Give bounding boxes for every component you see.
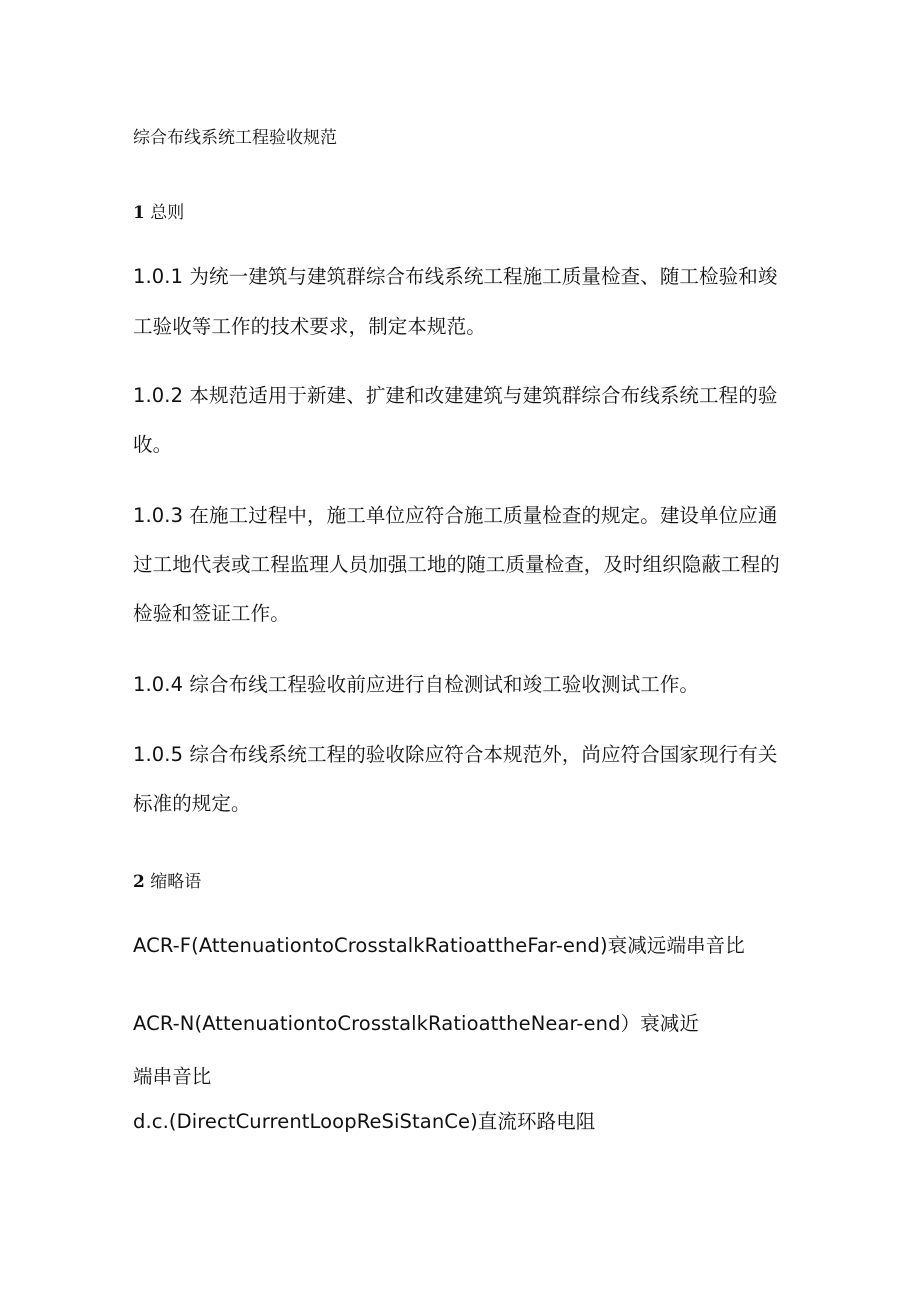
clause-1-0-5-line-2: 标准的规定。	[133, 792, 251, 815]
clause-1-0-1-line-1: 1.0.1 为统一建筑与建筑群综合布线系统工程施工质量检查、随工检验和竣	[133, 265, 778, 288]
section-heading-1	[133, 201, 184, 225]
section-heading-2	[133, 870, 201, 894]
clause-1-0-3-line-2: 过工地代表或工程监理人员加强工地的随工质量检查，及时组织隐蔽工程的	[133, 553, 780, 576]
clause-1-0-1-line-2: 工验收等工作的技术要求，制定本规范。	[133, 315, 486, 338]
abbreviation-acr-n-continued: 端串音比	[133, 1065, 212, 1088]
document-title: 综合布线系统工程验收规范	[133, 128, 337, 148]
section-title: 缩略语	[150, 872, 202, 892]
abbreviation-dc: d.c.(DirectCurrentLoopReSiStanCe)直流环路电阻	[133, 1110, 596, 1133]
section-number: 1	[133, 203, 145, 223]
section-number: 2	[133, 872, 145, 892]
clause-1-0-3-line-3: 检验和签证工作。	[133, 602, 290, 625]
clause-1-0-3-line-1: 1.0.3 在施工过程中，施工单位应符合施工质量检查的规定。建设单位应通	[133, 504, 778, 527]
clause-1-0-4-line-1: 1.0.4 综合布线工程验收前应进行自检测试和竣工验收测试工作。	[133, 673, 700, 696]
clause-1-0-2-line-2: 收。	[133, 433, 173, 456]
abbreviation-acr-f: ACR-F(AttenuationtoCrosstalkRatioattheFar-end)衰减远端串音比	[133, 934, 745, 957]
clause-1-0-5-line-1: 1.0.5 综合布线系统工程的验收除应符合本规范外，尚应符合国家现行有关	[133, 743, 778, 766]
clause-1-0-2-line-1: 1.0.2 本规范适用于新建、扩建和改建建筑与建筑群综合布线系统工程的验	[133, 384, 778, 407]
abbreviation-acr-n: ACR-N(AttenuationtoCrosstalkRatioattheNear-end）衰减近	[133, 1012, 699, 1035]
section-title: 总则	[150, 203, 185, 223]
